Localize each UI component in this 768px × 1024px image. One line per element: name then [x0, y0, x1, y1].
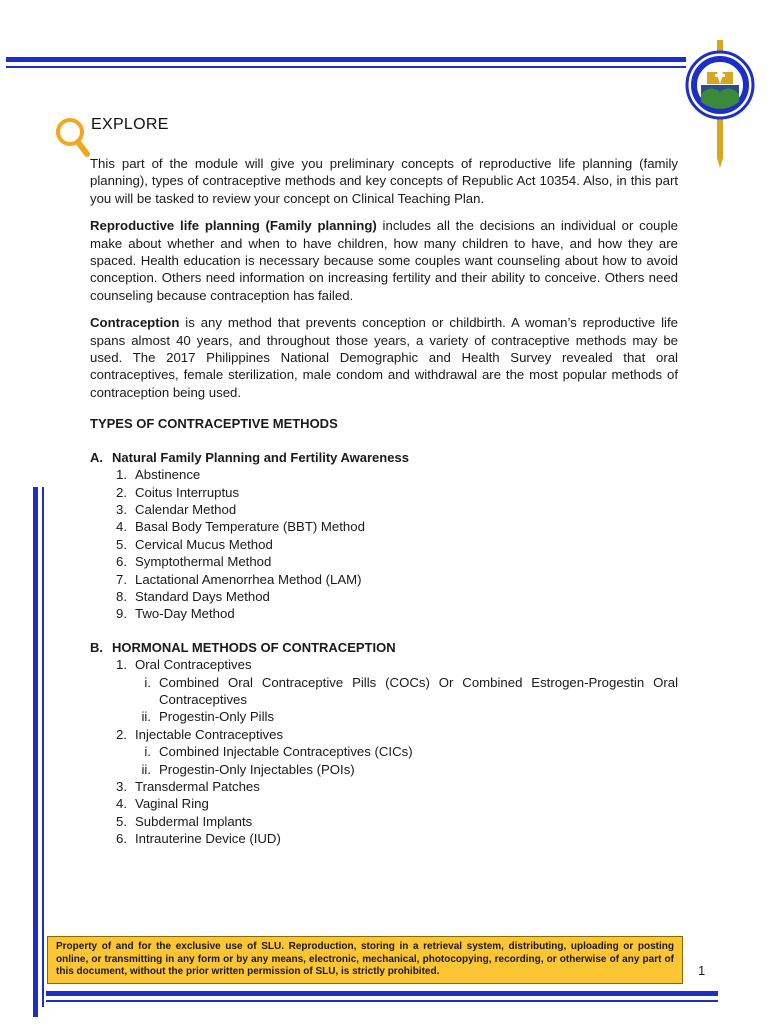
- list-item: 6. Intrauterine Device (IUD): [116, 831, 281, 847]
- list-item: 5. Subdermal Implants: [116, 813, 253, 829]
- list-item: 9. Two-Day Method: [116, 606, 235, 622]
- list-item: 4. Vaginal Ring: [116, 796, 209, 812]
- header-bar-thin: [6, 66, 686, 68]
- rlp-paragraph: [90, 217, 678, 304]
- types-heading: TYPES OF CONTRACEPTIVE METHODS: [90, 416, 338, 432]
- rlp-text: includes all the decisions an individual or couple make about whether and when to have children, how many children to have, and how they are spaced. Health education is necessary because some couples want counseling about how to avoid conception. Others need information on increasing fertility and their ability to conceive. Others need counseling because contraception has failed.: [90, 218, 678, 303]
- oral-contraceptives: Oral Contraceptives: [135, 657, 252, 673]
- section-title: EXPLORE: [91, 116, 169, 133]
- rlp-term: Reproductive life planning (Family planning): [90, 218, 377, 234]
- header-bar: [6, 57, 686, 62]
- list-item: 7. Lactational Amenorrhea Method (LAM): [116, 571, 362, 587]
- page-number: 1: [698, 963, 706, 978]
- list-item: 8. Standard Days Method: [116, 588, 270, 604]
- university-seal-icon: [667, 40, 768, 168]
- footer-bar: [46, 991, 718, 996]
- list-item: 3. Calendar Method: [116, 501, 237, 517]
- section-b-heading: [90, 639, 678, 656]
- list-item: 4. Basal Body Temperature (BBT) Method: [116, 519, 365, 535]
- magnifier-icon: [48, 116, 90, 158]
- left-margin-bar-thin: [42, 487, 44, 1007]
- natural-methods-list: [111, 466, 678, 623]
- contraception-term: Contraception: [90, 315, 180, 331]
- list-item: i. Combined Injectable Contraceptives (CICs): [144, 744, 413, 760]
- list-item: 1. Abstinence: [116, 467, 201, 483]
- list-item: 1. Oral Contraceptives: [116, 657, 252, 673]
- module-content: [90, 155, 678, 848]
- list-item: 2. Injectable Contraceptives: [116, 726, 284, 742]
- list-item: ii. Progestin-Only Pills: [141, 709, 275, 725]
- section-a-heading: [90, 449, 678, 466]
- injectable-sublist: [135, 743, 678, 778]
- list-item: ii. Progestin-Only Injectables (POIs): [141, 761, 355, 777]
- intro-paragraph: This part of the module will give you preliminary concepts of reproductive life planning (family planning), types of contraceptive methods and key concepts of Republic Act 10354. Also, in this part you will be tasked to review your concept on Clinical Teaching Plan.: [90, 156, 678, 206]
- list-item: i. Combined Oral Contraceptive Pills (COCs) Or Combined Estrogen-Progestin Oral Contraceptives: [144, 674, 678, 707]
- copyright-notice: Property of and for the exclusive use of SLU. Reproduction, storing in a retrieval system, distributing, uploading or posting online, or transmitting in any form or by any means, electronic, mechanical, photocopying, recording, or otherwise of any part of this document, without the prior written permission of SLU, is strictly prohibited.: [47, 936, 683, 984]
- section-a-letter: A.: [90, 449, 103, 465]
- section-b-letter: B.: [90, 639, 103, 655]
- footer-bar-thin: [46, 1000, 718, 1002]
- oral-sublist: [135, 674, 678, 726]
- list-item: 5. Cervical Mucus Method: [116, 536, 273, 552]
- contraception-paragraph: [90, 314, 678, 401]
- list-item: 3. Transdermal Patches: [116, 779, 260, 794]
- list-item: 2. Coitus Interruptus: [116, 484, 240, 500]
- list-item: 6. Symptothermal Method: [116, 554, 272, 570]
- hormonal-methods-list: [111, 656, 678, 847]
- left-margin-bar: [33, 487, 38, 1017]
- contraception-text: is any method that prevents conception or childbirth. A woman’s reproductive life spans almost 40 years, and throughout those years, a variety of contraceptive methods may be used. The 2017 Philippines National Demographic and Health Survey revealed that oral contraceptives, female sterilization, male condom and withdrawal are the most popular methods of contraception being used.: [90, 315, 678, 400]
- section-a-title: Natural Family Planning and Fertility Awareness: [112, 449, 409, 465]
- section-b-title: HORMONAL METHODS OF CONTRACEPTION: [112, 639, 396, 655]
